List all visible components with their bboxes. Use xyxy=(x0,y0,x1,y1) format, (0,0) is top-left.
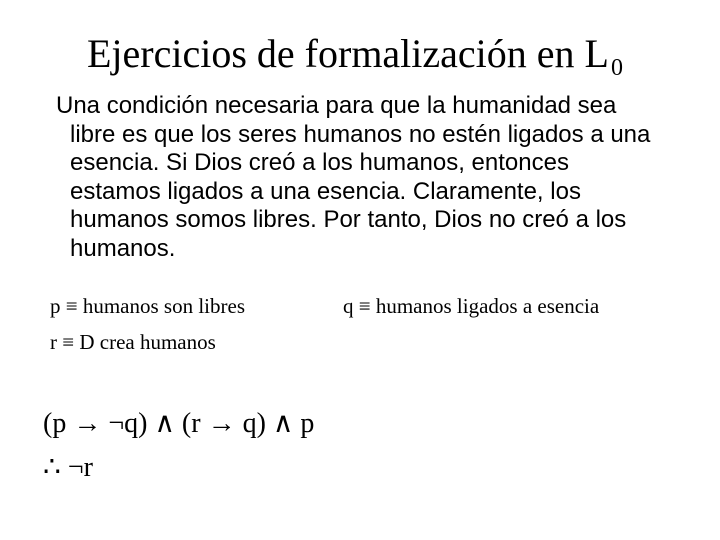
paragraph-line: humanos. xyxy=(70,234,176,262)
slide-title-subscript: 0 xyxy=(610,55,623,81)
paragraph-line: esencia. Si Dios creó a los humanos, entonces xyxy=(70,149,569,176)
definition-text: D crea humanos xyxy=(79,330,216,354)
definition-variable: p xyxy=(50,294,61,318)
paragraph-line: libre es que los seres humanos no estén ligados a una xyxy=(70,120,651,148)
definition-variable: q xyxy=(343,294,354,318)
paragraph-line: humanos somos libres. Por tanto, Dios no creó a los xyxy=(70,206,627,233)
definition-q xyxy=(343,294,599,318)
equivalence-symbol: ≡ xyxy=(65,294,78,318)
definition-text: humanos son libres xyxy=(82,294,245,318)
equivalence-symbol: ≡ xyxy=(62,330,75,354)
definition-text: humanos ligados a esencia xyxy=(375,294,600,318)
definition-p xyxy=(50,294,245,318)
exercise-paragraph xyxy=(56,92,696,263)
formula-premise: (p → ¬q) ∧ (r → q) ∧ p xyxy=(43,408,315,439)
slide-title xyxy=(0,30,710,84)
definition-r xyxy=(50,330,216,354)
paragraph-line: estamos ligados a una esencia. Claramente, los xyxy=(70,177,581,205)
definition-variable: r xyxy=(50,330,57,354)
formula-conclusion: ∴ ¬r xyxy=(43,452,93,483)
slide-title-text: Ejercicios de formalización en L xyxy=(87,31,609,76)
equivalence-symbol: ≡ xyxy=(358,294,371,318)
paragraph-line: Una condición necesaria para que la humanidad sea xyxy=(56,92,617,119)
